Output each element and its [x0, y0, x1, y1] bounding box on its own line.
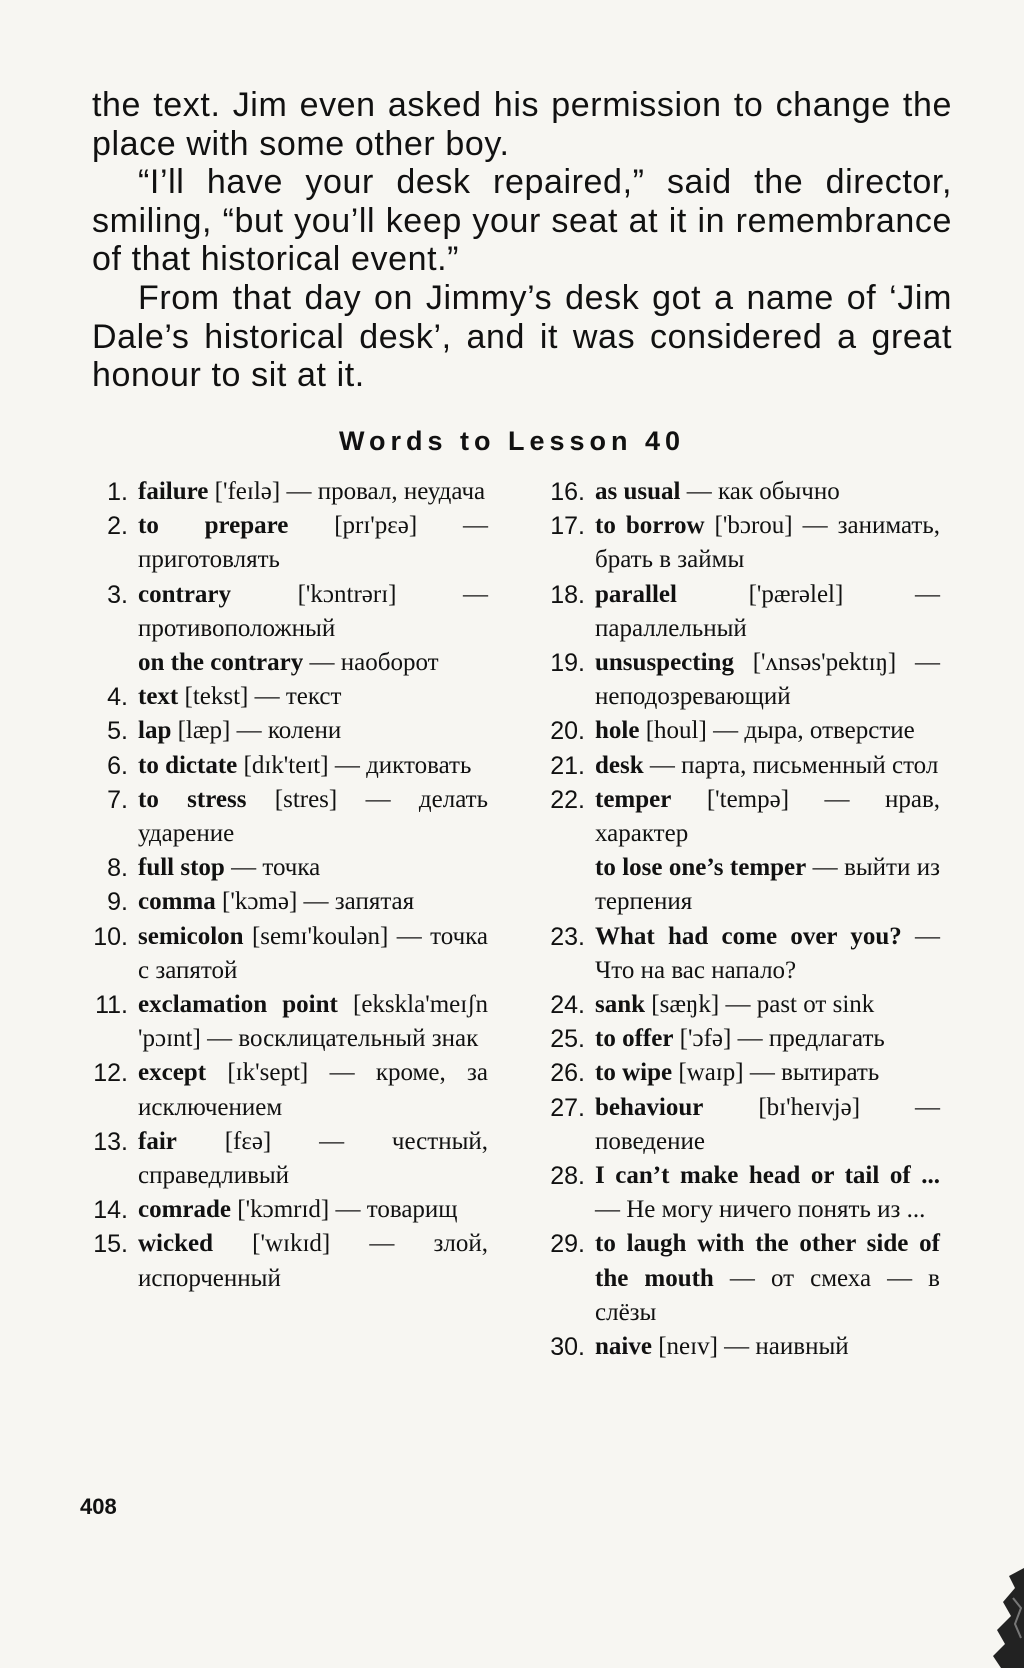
vocabulary-entry	[537, 1227, 940, 1330]
entry-pronunciation: ['ɔfə]	[679, 1025, 732, 1053]
entry-number: 12.	[93, 1059, 128, 1088]
entry-term: to laugh with the other side of the mouth	[595, 1230, 940, 1292]
vocabulary-entry	[537, 749, 940, 783]
entry-number: 2.	[107, 512, 128, 541]
vocabulary-entry	[80, 783, 488, 851]
entry-translation: — восклицательный знак	[207, 1025, 479, 1053]
vocabulary-entry	[80, 851, 488, 885]
vocabulary-entry	[537, 578, 940, 646]
entry-translation: — дыра, отверстие	[713, 717, 915, 745]
entry-number: 18.	[550, 580, 585, 609]
entry-pronunciation: [ɪk'sept]	[227, 1059, 309, 1087]
entry-term: parallel	[595, 580, 677, 608]
entry-translation: — неподозревающий	[595, 649, 940, 711]
vocabulary-entry	[537, 988, 940, 1022]
entry-number: 14.	[93, 1196, 128, 1225]
vocabulary-heading: Words to Lesson 40	[338, 426, 686, 456]
entry-translation: — Не могу ничего понять из ...	[595, 1196, 926, 1224]
vocabulary-entry	[537, 1022, 940, 1056]
entry-term: to borrow	[595, 512, 705, 540]
entry-number: 11.	[95, 991, 128, 1020]
entry-term: comma	[138, 888, 216, 916]
entry-translation: — выйти из терпения	[595, 854, 941, 916]
entry-term: to stress	[138, 785, 247, 813]
entry-translation: — нрав, характер	[595, 785, 941, 848]
entry-number: 17.	[550, 512, 585, 541]
entry-number: 21.	[550, 751, 585, 780]
text-paragraph-2: “I’ll have your desk repaired,” said the director, smiling, “but you’ll keep your seat at it in remembrance of that historical event.”	[92, 163, 952, 278]
entry-pronunciation: ['wɪkɪd]	[252, 1230, 331, 1258]
entry-number: 13.	[93, 1127, 128, 1156]
entry-number: 15.	[93, 1230, 128, 1259]
entry-translation: — past от sink	[725, 991, 875, 1019]
vocabulary-entry	[537, 783, 940, 851]
vocabulary-left-column	[80, 475, 488, 1296]
entry-pronunciation: [houl]	[645, 717, 707, 745]
entry-term: lap	[138, 717, 172, 745]
entry-translation: — Что на вас напало?	[595, 922, 941, 984]
vocabulary-entry	[537, 646, 940, 714]
entry-translation: — делать ударение	[138, 785, 489, 848]
entry-term: unsuspecting	[595, 649, 734, 677]
entry-translation: — кроме, за исключением	[138, 1059, 489, 1121]
entry-term: semicolon	[138, 922, 244, 950]
entry-translation: — от смеха — в слёзы	[595, 1264, 940, 1326]
entry-term: text	[138, 683, 179, 711]
entry-pronunciation: ['ʌnsəs'pektɪŋ]	[752, 649, 897, 677]
entry-number: 4.	[107, 683, 128, 712]
entry-translation: — товарищ	[335, 1196, 458, 1224]
entry-pronunciation: [prɪ'pɛə]	[334, 512, 418, 540]
entry-translation: — точка с запятой	[138, 922, 489, 984]
entry-pronunciation: ['kɔmə]	[222, 888, 298, 916]
vocabulary-entry	[80, 714, 488, 748]
entry-term: behaviour	[595, 1093, 704, 1121]
entry-pronunciation: [semɪ'koulən]	[251, 922, 389, 950]
entry-number: 22.	[550, 785, 585, 814]
vocabulary-entry	[80, 885, 488, 919]
vocabulary-entry	[537, 1159, 940, 1227]
entry-number: 28.	[550, 1162, 585, 1191]
vocabulary-entry	[80, 1125, 488, 1193]
entry-number: 10.	[93, 922, 128, 951]
entry-pronunciation: [bɪ'heɪvjə]	[758, 1093, 861, 1121]
entry-translation: — диктовать	[334, 751, 472, 779]
entry-term: to wipe	[595, 1059, 673, 1087]
entry-translation: — приготовлять	[138, 512, 488, 574]
entry-number: 26.	[550, 1059, 585, 1088]
vocabulary-entry	[537, 1330, 940, 1364]
entry-translation: — вытирать	[749, 1059, 880, 1087]
entry-term: to prepare	[138, 512, 289, 540]
entry-pronunciation: [sæŋk]	[651, 991, 720, 1019]
entry-pronunciation: [fɛə]	[224, 1127, 272, 1155]
entry-number: 3.	[107, 580, 128, 609]
entry-number: 24.	[550, 991, 585, 1020]
vocabulary-entry	[537, 1091, 940, 1159]
entry-term: temper	[595, 785, 672, 813]
vocabulary-entry	[80, 680, 488, 714]
entry-term: on the contrary	[138, 649, 304, 677]
entry-pronunciation: [tekst]	[184, 683, 249, 711]
entry-number: 6.	[107, 751, 128, 780]
entry-translation: — честный, справедливый	[138, 1127, 489, 1190]
torn-page-edge	[975, 1568, 1024, 1668]
entry-number: 9.	[107, 888, 128, 917]
text-paragraph-1: the text. Jim even asked his permission to change the place with some other boy.	[92, 86, 952, 163]
entry-number: 7.	[107, 785, 128, 814]
entry-pronunciation: [waɪp]	[678, 1059, 744, 1087]
entry-term: to lose one’s temper	[595, 854, 807, 882]
vocabulary-entry	[80, 578, 488, 646]
entry-number: 30.	[550, 1333, 585, 1362]
entry-term: desk	[595, 751, 644, 779]
entry-number: 16.	[550, 478, 585, 506]
entry-pronunciation: ['feɪlə]	[214, 478, 281, 505]
entry-pronunciation: [neɪv]	[658, 1333, 718, 1361]
entry-number: 29.	[550, 1230, 585, 1259]
entry-term: as usual	[595, 478, 681, 505]
entry-term: hole	[595, 717, 640, 745]
entry-number: 25.	[550, 1025, 585, 1054]
entry-translation: — провал, неудача	[286, 478, 486, 505]
entry-translation: — наивный	[724, 1333, 849, 1361]
entry-translation: — наоборот	[309, 649, 439, 677]
entry-pronunciation: [ekskla'meɪʃn 'pɔɪnt]	[138, 991, 489, 1053]
vocabulary-entry	[80, 988, 488, 1056]
entry-term: except	[138, 1059, 207, 1087]
entry-translation: — парта, письменный стол	[649, 751, 939, 779]
entry-term: I can’t make head or tail of ...	[595, 1162, 940, 1190]
text-paragraph-3: From that day on Jimmy’s desk got a name of ‘Jim Dale’s historical desk’, and it was considered a great honour to sit at it.	[92, 279, 952, 394]
vocabulary-entry	[537, 1056, 940, 1090]
page-number: 408	[80, 1494, 117, 1519]
entry-term: contrary	[138, 580, 232, 608]
entry-number: 8.	[107, 854, 128, 883]
entry-term: full stop	[138, 854, 225, 882]
entry-translation: — запятая	[303, 888, 415, 916]
entry-translation: — поведение	[595, 1093, 941, 1155]
entry-term: comrade	[138, 1196, 232, 1224]
vocabulary-entry	[80, 920, 488, 988]
entry-pronunciation: ['bɔrou]	[714, 512, 793, 540]
entry-pronunciation: ['kɔmrɪd]	[237, 1196, 330, 1224]
entry-translation: — текст	[254, 683, 342, 711]
entry-term: What had come over you?	[595, 922, 902, 950]
entry-number: 5.	[107, 717, 128, 746]
vocabulary-right-column	[537, 475, 940, 1364]
vocabulary-entry	[80, 749, 488, 783]
vocabulary-entry	[537, 714, 940, 748]
vocabulary-entry	[537, 509, 940, 577]
entry-translation: — как обычно	[686, 478, 840, 505]
entry-number: 27.	[550, 1093, 585, 1122]
vocabulary-entry	[80, 1056, 488, 1124]
entry-term: to offer	[595, 1025, 674, 1053]
entry-term: naive	[595, 1333, 652, 1361]
entry-pronunciation: ['kɔntrərɪ]	[297, 580, 397, 608]
entry-term: wicked	[138, 1230, 213, 1258]
vocabulary-entry	[80, 1193, 488, 1227]
entry-translation: — колени	[236, 717, 342, 745]
entry-term: exclamation point	[138, 991, 338, 1019]
entry-number: 23.	[550, 922, 585, 951]
entry-pronunciation: [læp]	[177, 717, 231, 745]
vocabulary-entry	[80, 1227, 488, 1295]
vocabulary-entry	[537, 475, 940, 509]
entry-translation: — параллельный	[595, 580, 940, 642]
entry-translation: — предлагать	[737, 1025, 885, 1053]
entry-term: failure	[138, 478, 209, 505]
entry-translation: — противоположный	[138, 580, 489, 642]
vocabulary-sub-entry	[537, 851, 940, 919]
vocabulary-entry	[537, 920, 940, 988]
entry-term: sank	[595, 991, 646, 1019]
vocabulary-entry	[80, 509, 488, 577]
entry-term: fair	[138, 1127, 177, 1155]
entry-pronunciation: ['tempə]	[706, 785, 790, 813]
entry-pronunciation: [dɪk'teɪt]	[243, 751, 329, 779]
vocabulary-entry	[80, 475, 488, 509]
entry-pronunciation: ['pærəlel]	[748, 580, 844, 608]
entry-number: 1.	[107, 478, 128, 506]
entry-translation: — занимать, брать в займы	[595, 512, 941, 574]
entry-number: 19.	[550, 649, 585, 678]
entry-translation: — точка	[231, 854, 321, 882]
entry-term: to dictate	[138, 751, 238, 779]
entry-pronunciation: [stres]	[274, 785, 338, 813]
entry-translation: — злой, испорченный	[138, 1230, 489, 1292]
vocabulary-sub-entry	[80, 646, 488, 680]
entry-number: 20.	[550, 717, 585, 746]
